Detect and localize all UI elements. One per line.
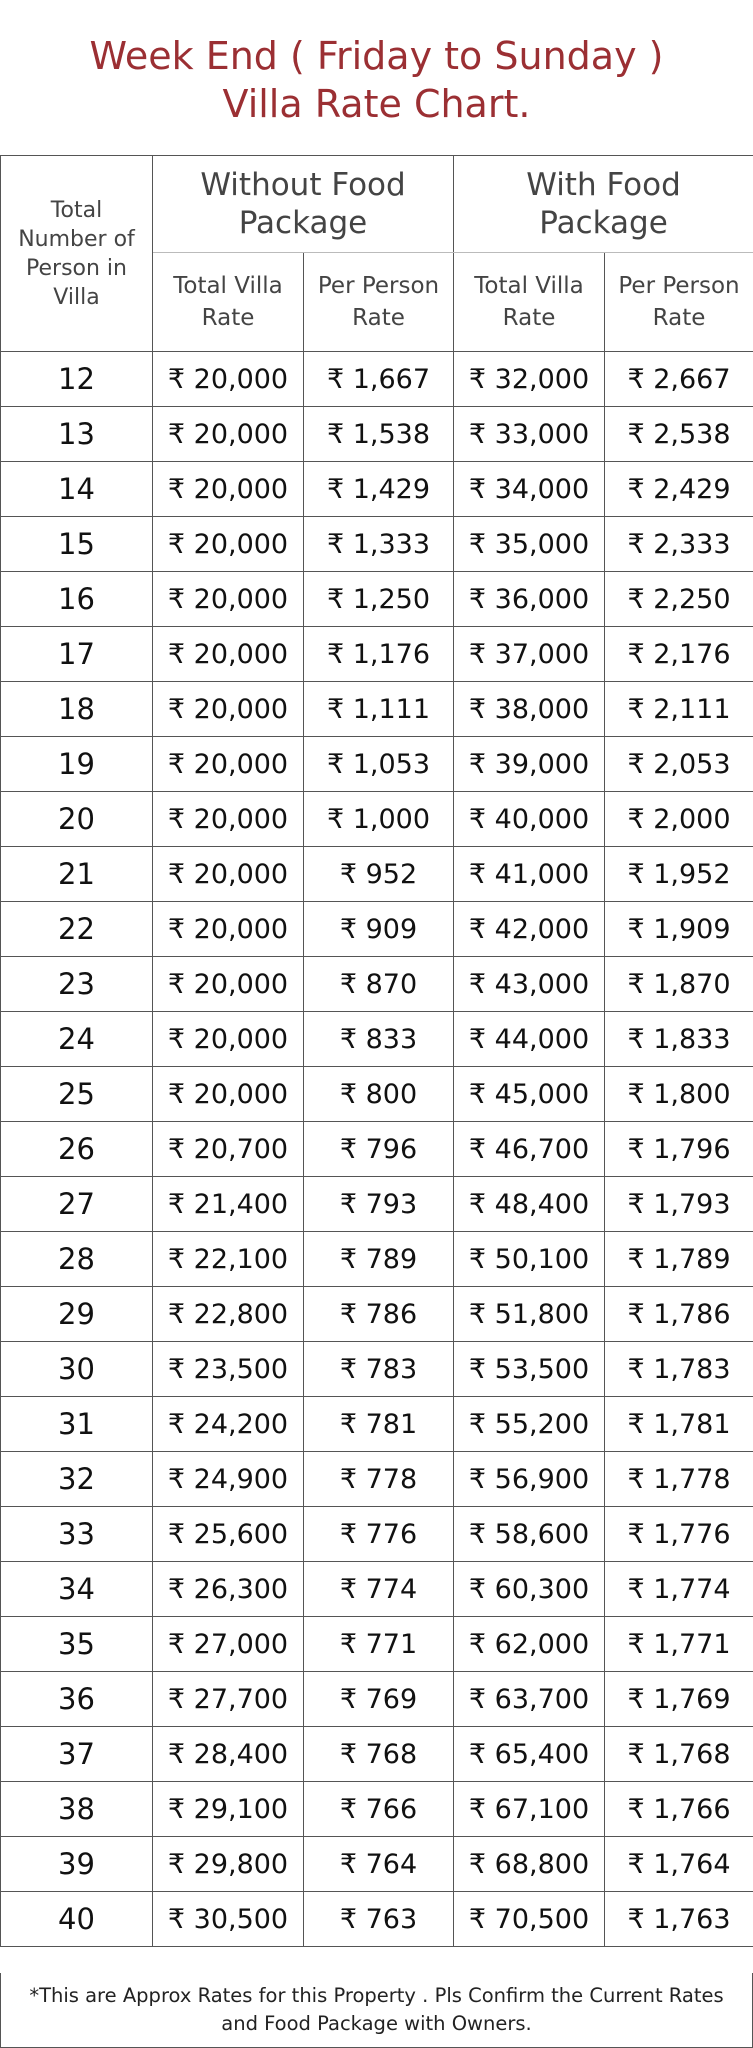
cell-without-food-total: ₹ 20,000 — [153, 902, 304, 957]
table-row — [1, 1287, 753, 1342]
cell-without-food-total: ₹ 22,100 — [153, 1232, 304, 1287]
cell-without-food-per-person: ₹ 833 — [304, 1012, 454, 1067]
cell-without-food-per-person: ₹ 786 — [304, 1287, 454, 1342]
cell-without-food-total: ₹ 20,000 — [153, 682, 304, 737]
table-row — [1, 1727, 753, 1782]
cell-without-food-per-person: ₹ 1,429 — [304, 462, 454, 517]
cell-without-food-total: ₹ 20,000 — [153, 462, 304, 517]
table-row — [1, 1012, 753, 1067]
table-row — [1, 1507, 753, 1562]
table-row — [1, 902, 753, 957]
table-row — [1, 847, 753, 902]
table-row — [1, 1782, 753, 1837]
cell-with-food-total: ₹ 67,100 — [454, 1782, 605, 1837]
cell-persons: 35 — [1, 1617, 153, 1672]
cell-without-food-per-person: ₹ 769 — [304, 1672, 454, 1727]
cell-with-food-total: ₹ 50,100 — [454, 1232, 605, 1287]
cell-with-food-per-person: ₹ 2,667 — [605, 352, 753, 407]
cell-persons: 13 — [1, 407, 153, 462]
cell-persons: 32 — [1, 1452, 153, 1507]
cell-persons: 25 — [1, 1067, 153, 1122]
cell-without-food-total: ₹ 20,000 — [153, 407, 304, 462]
cell-with-food-per-person: ₹ 1,796 — [605, 1122, 753, 1177]
cell-with-food-per-person: ₹ 1,793 — [605, 1177, 753, 1232]
cell-with-food-total: ₹ 34,000 — [454, 462, 605, 517]
cell-without-food-total: ₹ 23,500 — [153, 1342, 304, 1397]
cell-persons: 21 — [1, 847, 153, 902]
cell-with-food-per-person: ₹ 1,870 — [605, 957, 753, 1012]
rate-table-body — [1, 352, 753, 1947]
cell-with-food-per-person: ₹ 1,952 — [605, 847, 753, 902]
cell-without-food-total: ₹ 29,100 — [153, 1782, 304, 1837]
cell-persons: 22 — [1, 902, 153, 957]
cell-without-food-total: ₹ 29,800 — [153, 1837, 304, 1892]
cell-with-food-per-person: ₹ 1,786 — [605, 1287, 753, 1342]
cell-with-food-per-person: ₹ 1,774 — [605, 1562, 753, 1617]
cell-persons: 27 — [1, 1177, 153, 1232]
table-row — [1, 682, 753, 737]
table-row — [1, 737, 753, 792]
cell-persons: 28 — [1, 1232, 153, 1287]
cell-with-food-per-person: ₹ 2,333 — [605, 517, 753, 572]
cell-with-food-per-person: ₹ 1,833 — [605, 1012, 753, 1067]
cell-with-food-per-person: ₹ 1,909 — [605, 902, 753, 957]
cell-with-food-per-person: ₹ 2,053 — [605, 737, 753, 792]
cell-with-food-per-person: ₹ 1,768 — [605, 1727, 753, 1782]
cell-persons: 15 — [1, 517, 153, 572]
cell-with-food-total: ₹ 70,500 — [454, 1892, 605, 1947]
cell-without-food-total: ₹ 20,000 — [153, 792, 304, 847]
table-row — [1, 352, 753, 407]
table-row — [1, 462, 753, 517]
cell-with-food-per-person: ₹ 1,781 — [605, 1397, 753, 1452]
cell-persons: 30 — [1, 1342, 153, 1397]
header-w-per — [605, 253, 753, 352]
header-w-total-label: Total Villa Rate — [474, 273, 584, 331]
cell-persons: 39 — [1, 1837, 153, 1892]
table-row — [1, 792, 753, 847]
cell-persons: 17 — [1, 627, 153, 682]
cell-persons: 36 — [1, 1672, 153, 1727]
cell-without-food-total: ₹ 27,000 — [153, 1617, 304, 1672]
cell-without-food-per-person: ₹ 764 — [304, 1837, 454, 1892]
cell-with-food-per-person: ₹ 2,429 — [605, 462, 753, 517]
cell-with-food-total: ₹ 42,000 — [454, 902, 605, 957]
cell-persons: 38 — [1, 1782, 153, 1837]
cell-with-food-total: ₹ 53,500 — [454, 1342, 605, 1397]
cell-with-food-total: ₹ 36,000 — [454, 572, 605, 627]
cell-with-food-total: ₹ 44,000 — [454, 1012, 605, 1067]
rate-table-header — [1, 156, 753, 352]
cell-with-food-per-person: ₹ 2,111 — [605, 682, 753, 737]
table-row — [1, 1177, 753, 1232]
cell-without-food-total: ₹ 20,000 — [153, 517, 304, 572]
cell-persons: 34 — [1, 1562, 153, 1617]
cell-without-food-total: ₹ 20,000 — [153, 627, 304, 682]
cell-with-food-total: ₹ 38,000 — [454, 682, 605, 737]
cell-with-food-total: ₹ 48,400 — [454, 1177, 605, 1232]
header-persons-label: Total Number of Person in Villa — [18, 197, 135, 310]
header-persons — [1, 156, 153, 352]
table-row — [1, 1837, 753, 1892]
table-row — [1, 1672, 753, 1727]
cell-without-food-per-person: ₹ 1,176 — [304, 627, 454, 682]
header-wo-total — [153, 253, 304, 352]
cell-without-food-per-person: ₹ 781 — [304, 1397, 454, 1452]
cell-without-food-per-person: ₹ 1,000 — [304, 792, 454, 847]
cell-with-food-per-person: ₹ 1,783 — [605, 1342, 753, 1397]
cell-without-food-total: ₹ 30,500 — [153, 1892, 304, 1947]
cell-with-food-per-person: ₹ 2,000 — [605, 792, 753, 847]
cell-without-food-per-person: ₹ 763 — [304, 1892, 454, 1947]
cell-without-food-total: ₹ 20,000 — [153, 847, 304, 902]
cell-with-food-per-person: ₹ 2,176 — [605, 627, 753, 682]
cell-without-food-per-person: ₹ 793 — [304, 1177, 454, 1232]
cell-persons: 23 — [1, 957, 153, 1012]
cell-persons: 40 — [1, 1892, 153, 1947]
table-row — [1, 1617, 753, 1672]
table-row — [1, 1342, 753, 1397]
cell-without-food-total: ₹ 25,600 — [153, 1507, 304, 1562]
cell-without-food-total: ₹ 20,000 — [153, 572, 304, 627]
cell-with-food-total: ₹ 65,400 — [454, 1727, 605, 1782]
cell-with-food-per-person: ₹ 1,789 — [605, 1232, 753, 1287]
table-row — [1, 1397, 753, 1452]
cell-with-food-total: ₹ 39,000 — [454, 737, 605, 792]
cell-without-food-total: ₹ 26,300 — [153, 1562, 304, 1617]
cell-without-food-total: ₹ 20,000 — [153, 737, 304, 792]
cell-persons: 12 — [1, 352, 153, 407]
cell-persons: 14 — [1, 462, 153, 517]
cell-without-food-per-person: ₹ 909 — [304, 902, 454, 957]
cell-persons: 26 — [1, 1122, 153, 1177]
table-row — [1, 1067, 753, 1122]
cell-without-food-per-person: ₹ 870 — [304, 957, 454, 1012]
cell-without-food-per-person: ₹ 796 — [304, 1122, 454, 1177]
header-with-food — [454, 156, 753, 253]
cell-without-food-per-person: ₹ 776 — [304, 1507, 454, 1562]
cell-persons: 29 — [1, 1287, 153, 1342]
cell-persons: 19 — [1, 737, 153, 792]
table-row — [1, 627, 753, 682]
cell-with-food-total: ₹ 55,200 — [454, 1397, 605, 1452]
cell-without-food-total: ₹ 22,800 — [153, 1287, 304, 1342]
table-row — [1, 517, 753, 572]
cell-with-food-per-person: ₹ 1,764 — [605, 1837, 753, 1892]
cell-persons: 31 — [1, 1397, 153, 1452]
title-line-2: Villa Rate Chart. — [222, 81, 531, 126]
cell-with-food-total: ₹ 33,000 — [454, 407, 605, 462]
header-wo-per-label: Per Person Rate — [317, 273, 440, 331]
cell-without-food-per-person: ₹ 1,111 — [304, 682, 454, 737]
cell-with-food-total: ₹ 56,900 — [454, 1452, 605, 1507]
cell-without-food-per-person: ₹ 1,538 — [304, 407, 454, 462]
title-line-1: Week End ( Friday to Sunday ) — [89, 33, 664, 78]
cell-without-food-total: ₹ 28,400 — [153, 1727, 304, 1782]
cell-without-food-total: ₹ 24,900 — [153, 1452, 304, 1507]
cell-without-food-total: ₹ 20,000 — [153, 1067, 304, 1122]
table-row — [1, 1232, 753, 1287]
title-block — [0, 0, 753, 155]
table-row — [1, 1452, 753, 1507]
cell-with-food-total: ₹ 58,600 — [454, 1507, 605, 1562]
cell-with-food-total: ₹ 51,800 — [454, 1287, 605, 1342]
cell-with-food-per-person: ₹ 1,771 — [605, 1617, 753, 1672]
cell-with-food-per-person: ₹ 1,766 — [605, 1782, 753, 1837]
cell-without-food-total: ₹ 20,000 — [153, 1012, 304, 1067]
cell-without-food-total: ₹ 27,700 — [153, 1672, 304, 1727]
header-w-total — [454, 253, 605, 352]
cell-without-food-per-person: ₹ 768 — [304, 1727, 454, 1782]
cell-with-food-total: ₹ 40,000 — [454, 792, 605, 847]
cell-with-food-total: ₹ 32,000 — [454, 352, 605, 407]
table-row — [1, 1562, 753, 1617]
cell-with-food-total: ₹ 41,000 — [454, 847, 605, 902]
footnote: *This are Approx Rates for this Property . Pls Confirm the Current Rates and Food Package with Owners. — [0, 1973, 753, 2048]
cell-without-food-total: ₹ 24,200 — [153, 1397, 304, 1452]
cell-persons: 24 — [1, 1012, 153, 1067]
cell-with-food-total: ₹ 37,000 — [454, 627, 605, 682]
cell-with-food-per-person: ₹ 1,778 — [605, 1452, 753, 1507]
cell-without-food-per-person: ₹ 766 — [304, 1782, 454, 1837]
cell-with-food-total: ₹ 35,000 — [454, 517, 605, 572]
cell-without-food-per-person: ₹ 952 — [304, 847, 454, 902]
table-row — [1, 407, 753, 462]
table-row — [1, 957, 753, 1012]
cell-without-food-per-person: ₹ 1,667 — [304, 352, 454, 407]
cell-without-food-per-person: ₹ 1,333 — [304, 517, 454, 572]
cell-with-food-per-person: ₹ 1,769 — [605, 1672, 753, 1727]
cell-persons: 18 — [1, 682, 153, 737]
cell-with-food-per-person: ₹ 2,538 — [605, 407, 753, 462]
cell-persons: 20 — [1, 792, 153, 847]
cell-with-food-per-person: ₹ 1,763 — [605, 1892, 753, 1947]
cell-with-food-total: ₹ 45,000 — [454, 1067, 605, 1122]
cell-without-food-total: ₹ 20,000 — [153, 957, 304, 1012]
header-without-food — [153, 156, 454, 253]
cell-persons: 33 — [1, 1507, 153, 1562]
header-with-food-label: With Food Package — [526, 167, 681, 241]
cell-without-food-per-person: ₹ 1,250 — [304, 572, 454, 627]
cell-without-food-total: ₹ 21,400 — [153, 1177, 304, 1232]
cell-without-food-per-person: ₹ 771 — [304, 1617, 454, 1672]
cell-with-food-total: ₹ 62,000 — [454, 1617, 605, 1672]
cell-with-food-per-person: ₹ 2,250 — [605, 572, 753, 627]
cell-with-food-total: ₹ 46,700 — [454, 1122, 605, 1177]
cell-without-food-per-person: ₹ 774 — [304, 1562, 454, 1617]
header-wo-total-label: Total Villa Rate — [173, 273, 283, 331]
cell-without-food-per-person: ₹ 783 — [304, 1342, 454, 1397]
cell-with-food-total: ₹ 60,300 — [454, 1562, 605, 1617]
table-row — [1, 1892, 753, 1947]
cell-with-food-total: ₹ 68,800 — [454, 1837, 605, 1892]
table-row — [1, 1122, 753, 1177]
cell-persons: 16 — [1, 572, 153, 627]
cell-without-food-per-person: ₹ 778 — [304, 1452, 454, 1507]
cell-without-food-per-person: ₹ 1,053 — [304, 737, 454, 792]
cell-with-food-total: ₹ 63,700 — [454, 1672, 605, 1727]
cell-persons: 37 — [1, 1727, 153, 1782]
table-row — [1, 572, 753, 627]
header-without-food-label: Without Food Package — [200, 167, 406, 241]
cell-with-food-total: ₹ 43,000 — [454, 957, 605, 1012]
cell-without-food-per-person: ₹ 789 — [304, 1232, 454, 1287]
cell-without-food-total: ₹ 20,000 — [153, 352, 304, 407]
cell-without-food-total: ₹ 20,700 — [153, 1122, 304, 1177]
rate-table — [0, 155, 753, 1947]
header-w-per-label: Per Person Rate — [618, 273, 740, 331]
cell-without-food-per-person: ₹ 800 — [304, 1067, 454, 1122]
cell-with-food-per-person: ₹ 1,776 — [605, 1507, 753, 1562]
header-wo-per — [304, 253, 454, 352]
cell-with-food-per-person: ₹ 1,800 — [605, 1067, 753, 1122]
